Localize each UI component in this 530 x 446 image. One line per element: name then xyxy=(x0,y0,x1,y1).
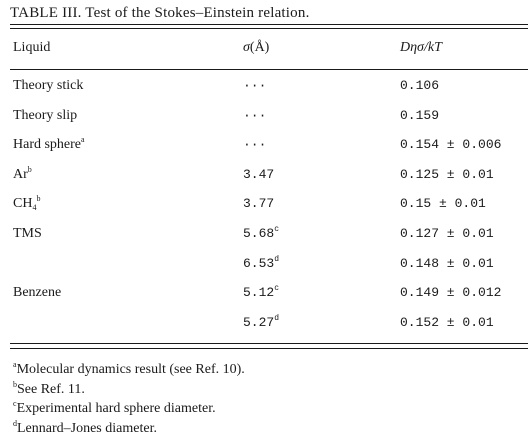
sigma-value: 5.68 xyxy=(243,226,275,241)
footnote-mark: a xyxy=(81,135,85,145)
liquid-name: Theory slip xyxy=(13,107,78,123)
cell-sigma xyxy=(243,137,266,152)
footnote xyxy=(13,419,245,439)
cell-ratio: 0.148 ± 0.01 xyxy=(400,255,494,271)
footnote xyxy=(13,380,245,400)
top-rule xyxy=(10,24,528,25)
header-rule xyxy=(10,69,528,70)
cell-ratio: 0.152 ± 0.01 xyxy=(400,314,494,330)
bottom-rule xyxy=(10,343,528,344)
sigma-value: 5.12 xyxy=(243,285,275,301)
footnote-mark: b xyxy=(27,164,32,174)
cell-sigma xyxy=(243,315,279,330)
sigma-value: ··· xyxy=(243,137,267,153)
cell-sigma xyxy=(243,108,266,123)
liquid-name: Benzene xyxy=(13,285,62,301)
footnote-text: Experimental hard sphere diameter. xyxy=(16,401,216,416)
sigma-value: 3.47 xyxy=(243,166,275,182)
cell-ratio: 0.154 ± 0.006 xyxy=(400,137,502,153)
liquid-name: Theory stick xyxy=(13,78,84,93)
footnote-text: Lennard–Jones diameter. xyxy=(17,420,157,436)
top-rule-double xyxy=(10,28,528,29)
footnote xyxy=(13,360,245,380)
sigma-value: 6.53 xyxy=(243,255,275,271)
header-liquid: Liquid xyxy=(13,40,51,55)
cell-sigma xyxy=(243,196,274,211)
footnote-mark: c xyxy=(274,225,280,234)
liquid-name: TMS xyxy=(13,226,42,241)
header-sigma-unit: (Å) xyxy=(249,40,270,55)
footnote-mark: a xyxy=(13,360,17,369)
footnote-text: See Ref. 11. xyxy=(17,381,85,397)
footnote-text: Molecular dynamics result (see Ref. 10). xyxy=(16,362,245,377)
liquid-name: Hard sphere xyxy=(13,137,82,153)
sigma-value: 5.27 xyxy=(243,314,275,330)
header-sigma xyxy=(243,40,269,56)
cell-liquid xyxy=(13,78,83,94)
footnotes xyxy=(13,360,245,438)
header-sigma-symbol: σ xyxy=(243,40,250,55)
cell-ratio: 0.125 ± 0.01 xyxy=(400,166,494,182)
table-caption: TABLE III. Test of the Stokes–Einstein relation. xyxy=(10,5,310,21)
cell-sigma xyxy=(243,78,266,93)
cell-sigma xyxy=(243,256,279,271)
cell-sigma xyxy=(243,167,274,182)
sigma-value: ··· xyxy=(243,107,267,123)
sigma-value: ··· xyxy=(243,78,267,93)
cell-sigma xyxy=(243,285,279,300)
header-ratio-label: Dησ/kT xyxy=(400,40,442,55)
footnote-mark: c xyxy=(13,399,17,408)
sigma-value: 3.77 xyxy=(243,196,275,212)
footnote-mark: b xyxy=(36,194,41,204)
footnote-mark: c xyxy=(274,284,280,294)
footnote-mark: d xyxy=(274,254,280,264)
cell-ratio: 0.106 xyxy=(400,78,440,93)
footnote-mark: d xyxy=(13,418,17,428)
cell-sigma xyxy=(243,226,279,241)
footnote-mark: d xyxy=(274,313,280,323)
footnote-mark: b xyxy=(13,379,17,389)
cell-liquid xyxy=(13,164,32,183)
header-ratio xyxy=(400,40,442,56)
footnote xyxy=(13,399,245,419)
cell-ratio: 0.159 xyxy=(400,107,440,123)
cell-liquid xyxy=(13,137,85,153)
cell-ratio: 0.15 ± 0.01 xyxy=(400,196,486,212)
cell-liquid xyxy=(13,285,61,301)
cell-ratio: 0.127 ± 0.01 xyxy=(400,226,494,241)
cell-liquid xyxy=(13,226,42,242)
cell-liquid xyxy=(13,196,40,212)
liquid-name: Ar xyxy=(13,166,28,182)
bottom-rule-double xyxy=(10,348,528,349)
liquid-subscript: 4 xyxy=(32,203,37,213)
cell-liquid xyxy=(13,108,77,124)
cell-ratio: 0.149 ± 0.012 xyxy=(400,285,502,301)
liquid-name: CH xyxy=(13,196,33,212)
